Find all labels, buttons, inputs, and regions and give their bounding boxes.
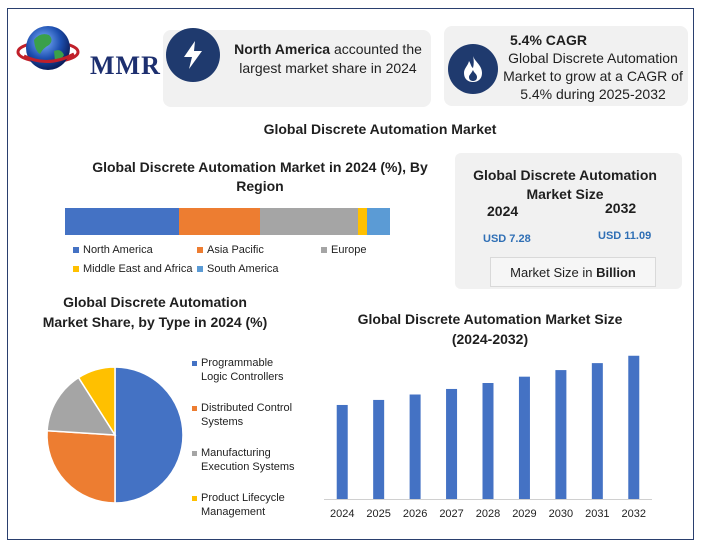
pie-chart-title: Global Discrete Automation Market Share, by Type in 2024 (%) [42,294,268,330]
unit-bold: Billion [596,264,636,280]
unit-prefix: Market Size in [510,264,593,280]
legend-label: Middle East and Africa [83,263,193,275]
legend-swatch [192,496,197,501]
highlight-cagr-body: Global Discrete Automation Market to grow at a CAGR of 5.4% during 2025-2032 [503,50,683,102]
bar-2025 [373,400,384,499]
legend-swatch [197,266,203,272]
legend-swatch [192,361,197,366]
brand-name: MMR [90,51,161,80]
highlight-region-bold: North America [234,41,331,57]
mmr-logo [16,18,161,80]
x-tick-label: 2029 [512,508,537,520]
type-pie-chart [40,362,190,512]
x-tick-label: 2028 [475,508,501,520]
x-tick-label: 2026 [402,508,428,520]
legend-label: Distributed Control Systems [201,402,293,428]
pie-slice-distributed-control-systems [47,431,115,503]
legend-swatch [73,247,79,253]
x-tick-label: 2030 [548,508,574,520]
region-segment-middle-east-and-africa [358,208,368,235]
bar-2028 [483,383,494,499]
region-legend-south-america [197,263,279,275]
legend-swatch [197,247,203,253]
pie-legend-distributed-control-systems [201,401,296,429]
region-segment-south-america [367,208,390,235]
legend-swatch [192,406,197,411]
region-chart-title: Global Discrete Automation Market in 2024 (%), By Region [92,159,428,194]
pie-legend-manufacturing-execution-systems [201,446,296,474]
legend-label: Product Lifecycle Management [201,492,285,518]
pie-legend-product-lifecycle-management [201,491,296,519]
pie-legend-programmable-logic-controllers [201,356,296,384]
unit-label [490,257,656,287]
market-size-bar-chart [320,340,660,540]
region-legend-middle-east-and-africa [73,263,192,275]
value-end: USD 11.09 [598,230,652,242]
highlight-region-body: accounted the largest market share in 2024 [239,41,422,76]
region-segment-europe [260,208,358,235]
bar-2026 [410,395,421,499]
region-segment-north-america [65,208,179,235]
x-tick-label: 2024 [329,508,355,520]
market-size-title: Global Discrete Automation Market Size [473,167,657,202]
legend-label: Programmable Logic Controllers [201,357,284,383]
region-segment-asia-pacific [179,208,260,235]
legend-label: Asia Pacific [207,244,264,256]
highlight-cagr-text [498,31,688,103]
flame-icon [448,44,498,94]
pie-slice-programmable-logic-controllers [115,367,183,503]
region-legend-europe [321,244,366,256]
legend-swatch [321,247,327,253]
legend-label: North America [83,244,153,256]
legend-swatch [73,266,79,272]
bar-2029 [519,377,530,499]
bar-2030 [555,370,566,499]
bar-chart-title: Global Discrete Automation Market Size (2024-2032) [357,311,623,347]
region-legend-asia-pacific [197,244,264,256]
main-title: Global Discrete Automation Market [263,121,497,137]
region-legend-north-america [73,244,153,256]
year-end: 2032 [605,200,637,216]
legend-swatch [192,451,197,456]
bar-2024 [337,405,348,499]
legend-label: Manufacturing Execution Systems [201,447,295,473]
lightning-icon [166,28,220,82]
x-tick-label: 2031 [585,508,610,520]
region-stacked-bar [65,208,390,235]
year-start: 2024 [487,203,519,219]
legend-label: South America [207,263,279,275]
value-start: USD 7.28 [483,233,531,245]
bar-2032 [628,356,639,499]
globe-icon [16,18,86,78]
highlight-cagr-heading: 5.4% CAGR [510,32,588,48]
highlight-region-text [228,40,428,78]
x-tick-label: 2032 [621,508,647,520]
x-tick-label: 2027 [439,508,464,520]
bar-2031 [592,363,603,499]
bar-2027 [446,389,457,499]
x-tick-label: 2025 [366,508,391,520]
legend-label: Europe [331,244,367,256]
